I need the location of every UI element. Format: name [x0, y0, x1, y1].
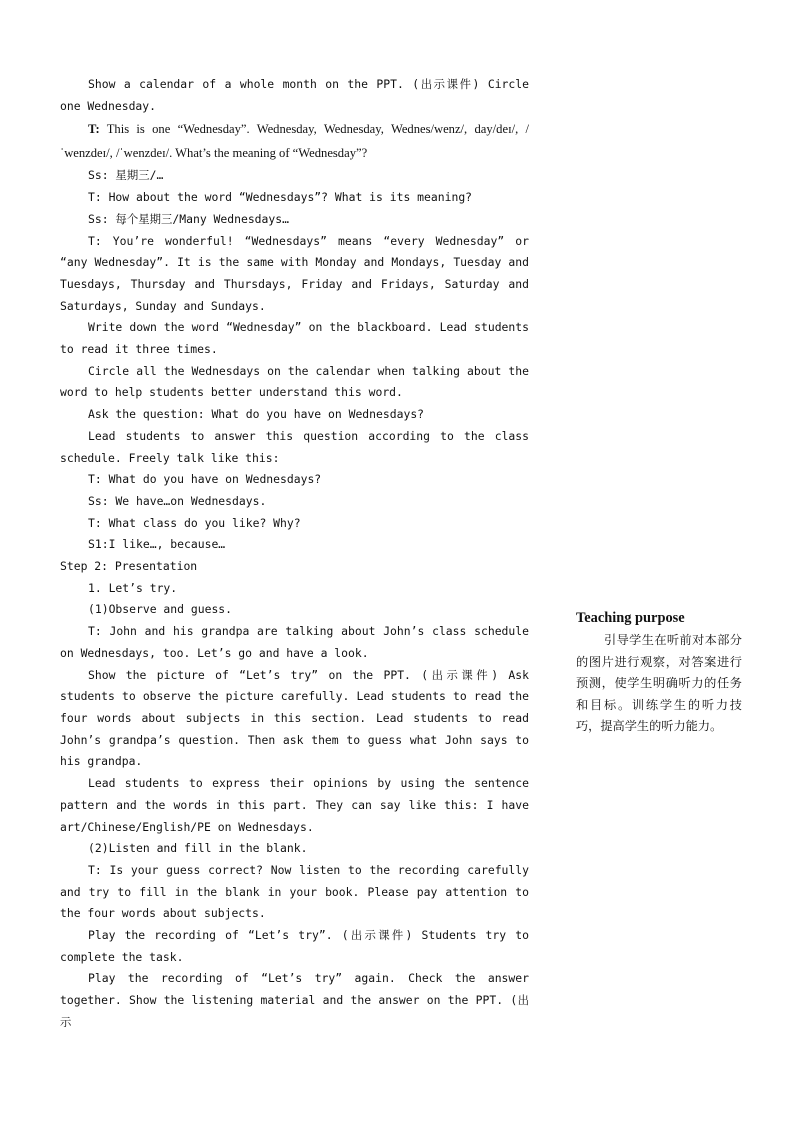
paragraph: T: How about the word “Wednesdays”? What is its meaning?	[88, 190, 473, 205]
teaching-purpose-sidebar	[576, 606, 742, 738]
paragraph: (2)Listen and fill in the blank.	[88, 841, 308, 856]
paragraph: (1)Observe and guess.	[88, 602, 233, 617]
paragraph: Lead students to answer this question according to the class schedule. Freely talk like this:	[60, 428, 529, 465]
teaching-purpose-title: Teaching purpose	[576, 610, 685, 626]
lesson-plan-main-text	[60, 74, 529, 1034]
paragraph-text: This is one “Wednesday”. Wednesday, Wednesday, Wednes/wenz/, day/deɪ/, /ˈwenzdeɪ/, /ˈwenzdeɪ/. What’s the meaning of “Wednesday”?	[60, 122, 529, 161]
paragraph: Ask the question: What do you have on Wednesdays?	[88, 407, 425, 422]
paragraph: 1. Let’s try.	[88, 580, 178, 595]
paragraph: Play the recording of “Let’s try”. (出示课件) Students try to complete the task.	[60, 928, 529, 964]
paragraph: S1:I like…, because…	[88, 537, 226, 552]
teaching-purpose-body: 引导学生在听前对本部分的图片进行观察，对答案进行预测，使学生明确听力的任务和目标。训练学生的听力技巧，提高学生的听力能力。	[576, 633, 742, 734]
paragraph: Ss: 星期三/…	[88, 168, 164, 183]
paragraph: T: John and his grandpa are talking about John’s class schedule on Wednesdays, too. Let’s go and have a look.	[60, 624, 529, 660]
paragraph	[60, 117, 529, 165]
paragraph: T: You’re wonderful! “Wednesdays” means “every Wednesday” or “any Wednesday”. It is the same with Monday and Mondays, Tuesday and Tuesdays, Thursday and Thursdays, Friday and Fridays, Saturday and Saturdays, Sunday and Sundays.	[60, 233, 529, 313]
paragraph: Lead students to express their opinions by using the sentence pattern and the words in this part. They can say like this: I have art/Chinese/English/PE on Wednesdays.	[60, 776, 529, 834]
paragraph: Play the recording of “Let’s try” again. Check the answer together. Show the listening material and the answer on the PPT. (出示	[60, 971, 529, 1029]
paragraph: Ss: 每个星期三/Many Wednesdays…	[88, 211, 289, 226]
paragraph: T: Is your guess correct? Now listen to the recording carefully and try to fill in the blank in your book. Please pay attention to the four words about subjects.	[60, 862, 529, 921]
paragraph: Ss: We have…on Wednesdays.	[88, 493, 267, 508]
speaker-label: T:	[88, 122, 100, 137]
paragraph: T: What do you have on Wednesdays?	[88, 472, 322, 487]
paragraph: Write down the word “Wednesday” on the blackboard. Lead students to read it three times.	[60, 320, 529, 357]
paragraph: Circle all the Wednesdays on the calendar when talking about the word to help students better understand this word.	[60, 363, 529, 400]
paragraph: Step 2: Presentation	[60, 559, 198, 574]
paragraph: Show a calendar of a whole month on the PPT. (出示课件) Circle one Wednesday.	[60, 77, 529, 113]
paragraph: T: What class do you like? Why?	[88, 515, 301, 530]
paragraph: Show the picture of “Let’s try” on the PPT. (出示课件) Ask students to observe the picture carefully. Lead students to read the four words about subjects in this section. Lead students to read John’s grandpa’s question. Then ask them to guess what John says to his grandpa.	[60, 667, 529, 769]
